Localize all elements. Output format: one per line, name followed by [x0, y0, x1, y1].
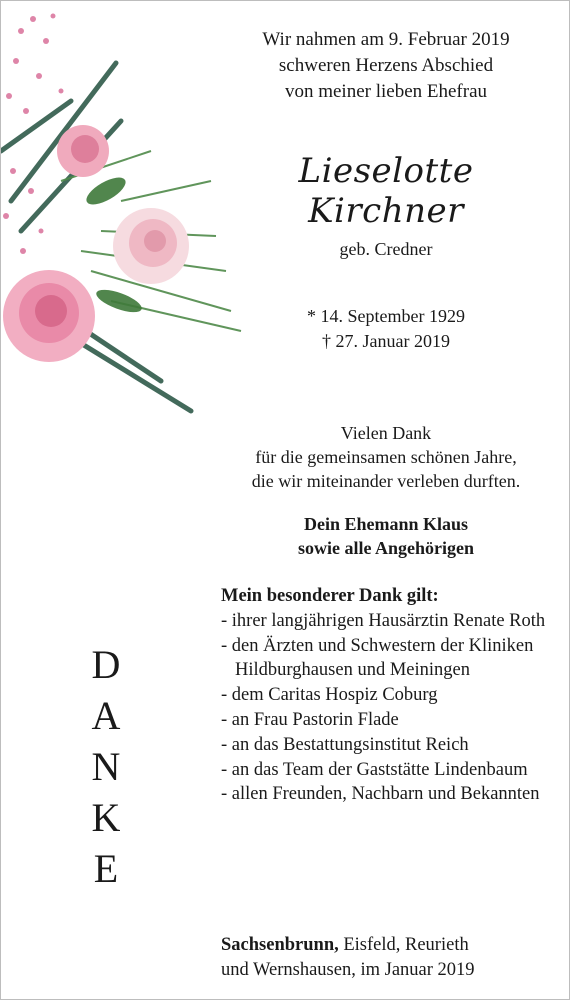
- place-and-date: [221, 933, 561, 983]
- intro-line: von meiner lieben Ehefrau: [284, 81, 488, 102]
- birth-date: * 14. September 1929: [307, 306, 465, 326]
- thanks-text: [216, 421, 556, 493]
- special-thanks: [221, 584, 561, 807]
- thanks-line: die wir miteinander verleben durften.: [251, 471, 521, 491]
- signer-line: sowie alle Angehörigen: [298, 538, 474, 558]
- place-bold: Sachsenbrunn,: [221, 935, 339, 955]
- place-line: [221, 933, 561, 958]
- danke-letter: E: [93, 846, 119, 891]
- intro-line: schweren Herzens Abschied: [278, 55, 494, 76]
- intro-line: Wir nahmen am 9. Februar 2019: [262, 29, 510, 50]
- flower-bouquet-image: [1, 1, 251, 441]
- list-item: - dem Caritas Hospiz Coburg: [221, 685, 438, 706]
- danke-letter: K: [91, 795, 121, 840]
- deceased-name: Lieselotte Kirchner: [298, 151, 474, 231]
- list-item: - allen Freunden, Nachbarn und Bekannten: [221, 784, 540, 805]
- thanks-line: Vielen Dank: [340, 423, 432, 443]
- death-date: † 27. Januar 2019: [322, 331, 450, 351]
- list-item: - an das Bestattungsinstitut Reich: [221, 734, 469, 755]
- place-rest: Eisfeld, Reurieth: [338, 935, 469, 955]
- list-item: - den Ärzten und Schwestern der Kliniken Hildburghausen und Meiningen: [221, 635, 534, 681]
- list-item: - ihrer langjährigen Hausärztin Renate Roth: [221, 610, 546, 631]
- list-item: - an das Team der Gaststätte Lindenbaum: [221, 759, 528, 780]
- signers: [216, 512, 556, 560]
- danke-letter: A: [91, 693, 121, 738]
- maiden-name: geb. Credner: [339, 239, 433, 259]
- danke-letter: D: [91, 642, 121, 687]
- list-item: - an Frau Pastorin Flade: [221, 709, 399, 730]
- place-line: und Wernshausen, im Januar 2019: [221, 960, 475, 980]
- danke-letter: N: [91, 744, 121, 789]
- special-thanks-list: [221, 609, 561, 807]
- signer-line: Dein Ehemann Klaus: [303, 514, 469, 534]
- thanks-line: für die gemeinsamen schönen Jahre,: [255, 447, 517, 467]
- danke-vertical: [76, 639, 136, 894]
- life-dates: [216, 304, 556, 354]
- intro-text: [216, 27, 556, 105]
- special-thanks-heading: Mein besonderer Dank gilt:: [221, 586, 439, 606]
